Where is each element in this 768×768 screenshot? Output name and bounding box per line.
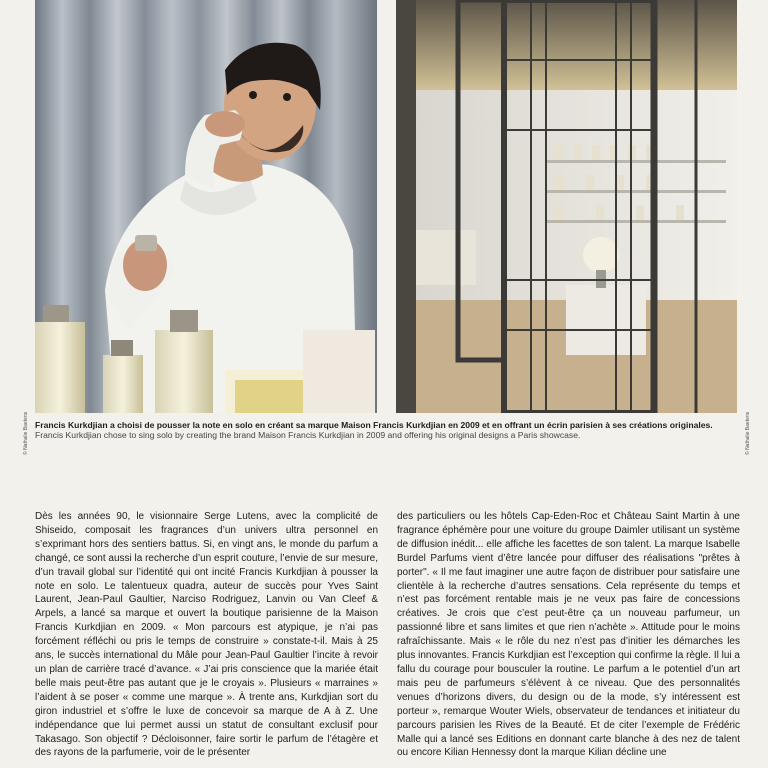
caption-french: Francis Kurkdjian a choisi de pousser la note en solo en créant sa marque Maison Francis Kurkdjian en 2009 et en offrant un écrin parisien à ses créations originales. — [35, 420, 713, 430]
photo-credit-text: © Nathalie Baetens — [745, 411, 751, 455]
article-paragraph: des particuliers ou les hôtels Cap-Eden-Roc et Château Saint Martin à une fragrance éphémère pour une voiture du groupe Daimler utilisant un système de diffusion inédit... elle affiche les facettes de son talent. La marque Isabelle Burdel Parfums vient d’être lancée pour diffuser des réalisations "prêtes à porter". « Il me faut imaginer une autre façon de distribuer pour satisfaire une clientèle à la recherche d’autres sensations. Cela représente du temps et n’est pas forcément rentable mais je ne veux pas faire de concessions créatives. Je crois que c’est peut-être ça un nouveau parfumeur, un passionné libre et sans limites et que rien n’achète ». Attitude pour le moins rafraîchissante. Mais « le rôle du nez n’est pas d’initier les démarches les plus innovantes. Francis Kurkdjian est l’exception qui confirme la règle. Il lui a fallu du courage pour bousculer la routine. Le parfum a le potentiel d’un art mais peu de parfumeurs s’élèvent à ce niveau. Que des personnalités venues d’horizons divers, du design ou de la mode, s’y intéressent est porteur », remarque Wouter Wiels, observateur de tendances et initiateur du parcours parisien les Rives de la Beauté. Et de citer l’exemple de Frédéric Malle qui a lancé ses Editions en donnant carte blanche à des nez de talent ou encore Kilian Hennessy dont la marque Kilian décline une — [397, 511, 740, 759]
photo-credit-left — [20, 395, 32, 455]
caption-english: Francis Kurkdjian chose to sing solo by creating the brand Maison Francis Kurkdjian in 2009 and offering his original designs a Paris showcase. — [35, 430, 581, 440]
article-column-left — [35, 510, 378, 768]
article-column-right — [397, 510, 740, 768]
photo-credit-right — [742, 395, 754, 455]
photo-credit-text: © Nathalie Baetens — [23, 411, 29, 455]
photo-perfumer — [35, 0, 377, 413]
article-paragraph: Dès les années 90, le visionnaire Serge Lutens, avec la complicité de Shiseido, composait les fragrances d’un univers ultra personnel en s’exprimant hors des sentiers battus. Si, en vingt ans, le monde du parfum a changé, ce sont aussi la recherche d’un esprit couture, l’envie de sur mesure, d’un travail global sur l’identité qui ont incité Francis Kurkdjian à pousser la note en solo. Le talentueux quadra, auteur de succès pour Yves Saint Laurent, Jean-Paul Gaultier, Narciso Rodriguez, Lanvin ou Van Cleef & Arpels, a lancé sa marque et ouvert la boutique parisienne de la Maison Francis Kurkdjian en 2009. « Mon parcours est atypique, je n’ai pas forcément réfléchi ou pris le temps de construire » constate-t-il. Mais à 25 ans, le succès international du Mâle pour Jean-Paul Gaultier l’incite à revoir un plan de carrière tracé d’avance. « J’ai pris conscience que la mariée était belle mais peut-être pas autant que je le croyais ». Plusieurs « marraines » l’aident à se poser « comme une marque ». À trente ans, Kurkdjian sort du giron industriel et s’offre le luxe de concevoir sa marque de A à Z. Une indépendance que lui permet aussi un statut de consultant exclusif pour Takasago. Son objectif ? Décloisonner, faire sortir le parfum de l’étagère et des rayons de la parfumerie, voir de le présenter — [35, 511, 378, 759]
photo-boutique — [396, 0, 737, 413]
perfumer-illustration — [35, 0, 377, 413]
boutique-illustration — [396, 0, 737, 413]
